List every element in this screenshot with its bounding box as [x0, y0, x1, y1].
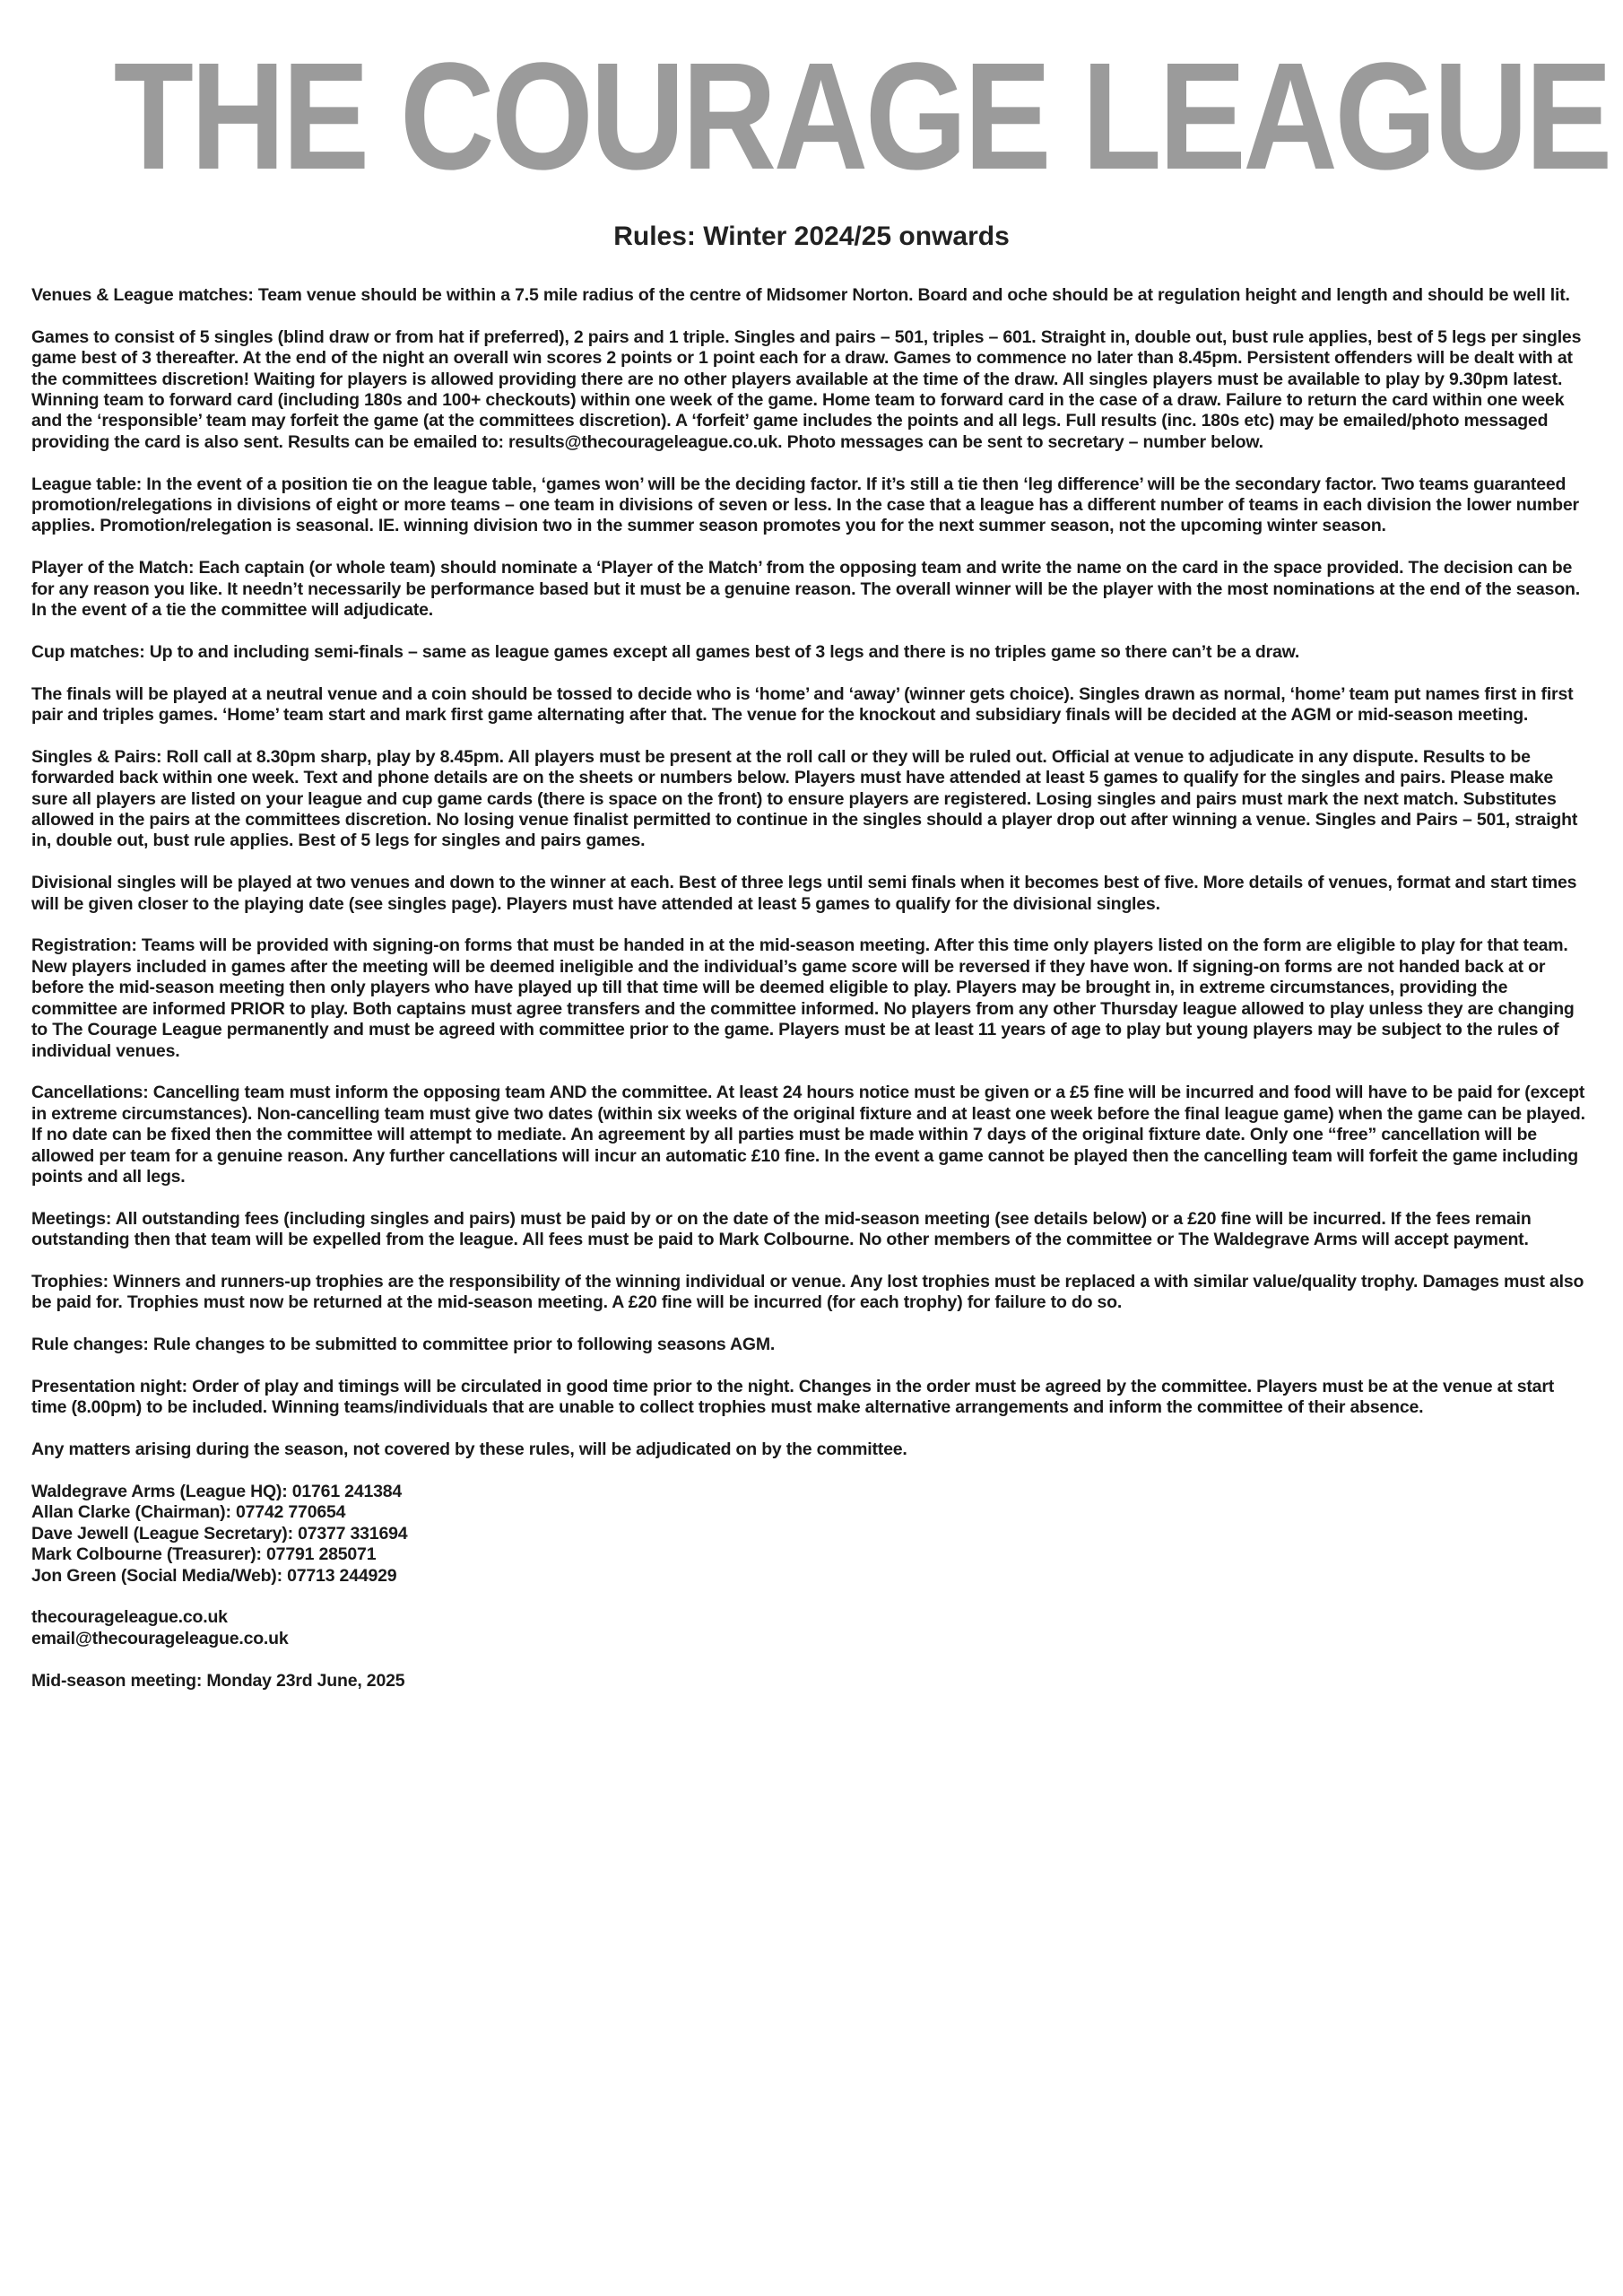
league-table-heading: League table:: [31, 474, 143, 494]
league-table-text: In the event of a position tie on the league table, ‘games won’ will be the deciding factor. If it’s still a tie then ‘leg difference’ will be the secondary factor. Two teams guaranteed promotion/relegations in divisions of eight or more teams – one team in divisions of seven or less. In the case that a league has a different number of teams in each division the lower number applies. Promotion/relegation is seasonal. IE. winning division two in the summer season promotes you for the next summer season, not the upcoming winter season.: [31, 474, 1579, 536]
presentation-text: Order of play and timings will be circulated in good time prior to the night. Changes in the order must be agreed by the committee. Players must be at the venue at start time (8.00pm) to be included. Winning teams/individuals that are unable to collect trophies must make alternative arrangements and inform the committee of their absence.: [31, 1376, 1554, 1418]
singles-pairs-section: [31, 747, 1592, 852]
singles-pairs-heading: Singles & Pairs:: [31, 746, 162, 767]
cancellations-section: [31, 1083, 1592, 1187]
registration-section: [31, 935, 1592, 1061]
meetings-text: All outstanding fees (including singles and pairs) must be paid by or on the date of the mid-season meeting (see details below) or a £20 fine will be incurred. If the fees remain outstanding then that team will be expelled from the league. All fees must be paid to Mark Colbourne. No other members of the committee or The Waldegrave Arms will accept payment.: [31, 1208, 1532, 1250]
presentation-section: [31, 1377, 1592, 1419]
presentation-heading: Presentation night:: [31, 1376, 187, 1396]
cup-matches-text: Up to and including semi-finals – same as league games except all games best of 3 legs and there is no triples game so there can’t be a draw.: [144, 641, 1300, 662]
contact-line: Waldegrave Arms (League HQ): 01761 241384: [31, 1481, 403, 1501]
player-of-match-section: [31, 558, 1592, 621]
trophies-section: [31, 1272, 1592, 1314]
trophies-heading: Trophies:: [31, 1271, 108, 1292]
league-table-section: [31, 474, 1592, 537]
contact-line: Mark Colbourne (Treasurer): 07791 285071: [31, 1544, 377, 1565]
registration-text: Teams will be provided with signing-on forms that must be handed in at the mid-season meeting. After this time only players listed on the form are eligible to play for that team. New players included in games after the meeting will be deemed ineligible and the individual’s game score will be reversed if they have won. If signing-on forms are not handed back at or before the mid-season meeting then only players who have played up till that time will be deemed eligible to play. Players may be brought in, in extreme circumstances, providing the committee are informed PRIOR to play. Both captains must agree transfers and the committee informed. No players from any other Thursday league allowed to play unless they are changing to The Courage League permanently and must be agreed with committee prior to the game. Players must be at least 11 years of age to play but young players may be subject to the rules of individual venues.: [31, 935, 1575, 1061]
cancellations-text: Cancelling team must inform the opposing team AND the committee. At least 24 hours notice must be given or a £5 fine will be incurred and food will have to be paid for (except in extreme circumstances). Non-cancelling team must give two dates (within six weeks of the original fixture and at least one week before the final league game) when the game can be played. If no date can be fixed then the committee will attempt to mediate. An agreement by all parties must be made within 7 days of the original fixture date. Only one “free” cancellation will be allowed per team for a genuine reason. Any further cancellations will incur an automatic £10 fine. In the event a game cannot be played then the cancelling team will forfeit the game including points and all legs.: [31, 1083, 1585, 1187]
rules-body: [31, 285, 1592, 1692]
any-matters-section: [31, 1439, 1592, 1460]
trophies-text: Winners and runners-up trophies are the responsibility of the winning individual or venue. Any lost trophies must be replaced a with similar value/quality trophy. Damages must also be paid for. Trophies must now be returned at the mid-season meeting. A £20 fine will be incurred (for each trophy) for failure to do so.: [31, 1271, 1584, 1313]
page-subtitle: Rules: Winter 2024/25 onwards: [613, 222, 1010, 251]
cup-matches-section: [31, 642, 1592, 663]
contact-line: Jon Green (Social Media/Web): 07713 244929: [31, 1565, 397, 1586]
player-of-match-text: Each captain (or whole team) should nominate a ‘Player of the Match’ from the opposing team and write the name on the card in the space provided. The decision can be for any reason you like. It needn’t necessarily be performance based but it must be a genuine reason. The overall winner will be the player with the most nominations at the end of the season. In the event of a tie the committee will adjudicate.: [31, 558, 1580, 621]
singles-pairs-text: Roll call at 8.30pm sharp, play by 8.45pm. All players must be present at the roll call or they will be ruled out. Official at venue to adjudicate in any dispute. Results to be forwarded back within one week. Text and phone details are on the sheets or numbers below. Players must have attended at least 5 games to qualify for the singles and pairs. Please make sure all players are listed on your league and cup game cards (there is space on the front) to ensure players are registered. Losing singles and pairs must mark the next match. Substitutes allowed in the pairs at the committees discretion. No losing venue finalist permitted to continue in the singles should a player drop out after winning a venue. Singles and Pairs – 501, straight in, double out, bust rule applies. Best of 5 legs for singles and pairs games.: [31, 746, 1578, 851]
venues-text: Team venue should be within a 7.5 mile radius of the centre of Midsomer Norton. Board and oche should be at regulation height and length and should be well lit.: [253, 285, 1570, 305]
contact-line: Dave Jewell (League Secretary): 07377 331694: [31, 1523, 408, 1544]
rule-changes-section: [31, 1335, 1592, 1355]
divisional-text: Divisional singles will be played at two venues and down to the winner at each. Best of three legs until semi finals when it becomes best of five. More details of venues, format and start times will be given closer to the playing date (see singles page). Players must have attended at least 5 games to qualify for the divisional singles.: [31, 873, 1577, 914]
games-section: [31, 327, 1592, 453]
registration-heading: Registration:: [31, 935, 137, 956]
meetings-section: [31, 1209, 1592, 1251]
page-title: THE COURAGE LEAGUE: [113, 31, 1610, 202]
rule-changes-heading: Rule changes:: [31, 1335, 149, 1355]
venues-section: [31, 285, 1592, 306]
contact-line: Allan Clarke (Chairman): 07742 770654: [31, 1502, 346, 1523]
email-link[interactable]: email@thecourageleague.co.uk: [31, 1628, 289, 1648]
cup-matches-heading: Cup matches:: [31, 641, 145, 662]
cancellations-heading: Cancellations:: [31, 1083, 149, 1103]
games-text: Games to consist of 5 singles (blind draw or from hat if preferred), 2 pairs and 1 triple. Singles and pairs – 501, triples – 601. Straight in, double out, bust rule applies, best of 5 legs per singles game best of 3 thereafter. At the end of the night an overall win scores 2 points or 1 point each for a draw. Games to commence no later than 8.45pm. Persistent offenders will be dealt with at the committees discretion! Waiting for players is allowed providing there are no other players available at the time of the draw. All singles players must be available to play by 9.30pm latest. Winning team to forward card (including 180s and 100+ checkouts) within one week of the game. Home team to forward card in the case of a draw. Failure to return the card within one week and the ‘responsible’ team may forfeit the game (at the committees discretion). A ‘forfeit’ game includes the points and all legs. Full results (inc. 180s etc) may be emailed/photo messaged providing the card is also sent. Results can be emailed to: results@thecourageleague.co.uk. Photo messages can be sent to secretary – number below.: [31, 326, 1582, 452]
website-link[interactable]: thecourageleague.co.uk: [31, 1607, 228, 1628]
mid-season-meeting: Mid-season meeting: Monday 23rd June, 2025: [31, 1670, 405, 1691]
divisional-section: [31, 873, 1592, 915]
finals-text: The finals will be played at a neutral venue and a coin should be tossed to decide who is ‘home’ and ‘away’ (winner gets choice). Singles drawn as normal, ‘home’ team put names first in first pair and triples games. ‘Home’ team start and mark first game alternating after that. The venue for the knockout and subsidiary finals will be decided at the AGM or mid-season meeting.: [31, 683, 1574, 726]
web-contacts: [31, 1607, 1592, 1649]
rule-changes-text: Rule changes to be submitted to committee prior to following seasons AGM.: [148, 1335, 776, 1355]
finals-section: [31, 684, 1592, 726]
contacts-list: [31, 1482, 1592, 1587]
venues-heading: Venues & League matches:: [31, 285, 254, 305]
meetings-heading: Meetings:: [31, 1208, 112, 1229]
any-matters-text: Any matters arising during the season, not covered by these rules, will be adjudicated on by the committee.: [31, 1439, 907, 1460]
player-of-match-heading: Player of the Match:: [31, 558, 195, 578]
